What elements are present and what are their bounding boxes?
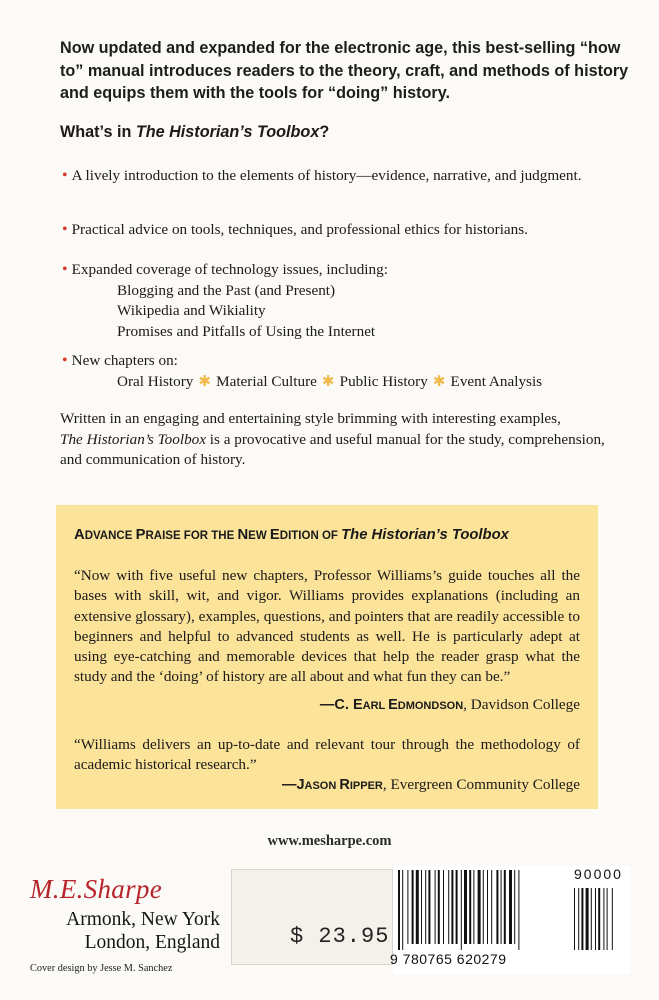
barcode-bar — [483, 870, 484, 944]
barcode-bar — [478, 870, 481, 944]
barcode-bar — [514, 870, 515, 944]
barcode-addon-code: 90000 — [574, 866, 623, 882]
barcode-bar — [501, 870, 502, 944]
praise-attribution-ripper — [282, 775, 580, 796]
barcode-bar — [421, 870, 422, 944]
barcode-bar — [496, 870, 498, 944]
barcode-addon-bar — [578, 888, 579, 950]
advance-praise-title — [74, 525, 594, 546]
barcode-bar — [464, 870, 467, 944]
name-part: —C. E — [319, 697, 363, 713]
barcode-bar — [504, 870, 506, 944]
barcode-bar — [398, 870, 400, 950]
bullet-dot-icon: • — [62, 352, 68, 369]
bullet-text: Expanded coverage of technology issues, including: — [71, 261, 388, 278]
new-chapters-list — [62, 372, 607, 393]
praise-quote-ripper: “Williams delivers an up-to-date and relevant tour through the methodology of academic historical research.” — [74, 736, 580, 774]
title-smallcaps: DVANCE — [84, 530, 136, 542]
barcode-bar — [438, 870, 440, 944]
praise-quote-edmondson: “Now with five useful new chapters, Professor Williams’s guide touches all the bases with skill, wit, and vigor. Williams provides explanations (including an extensive glossary), examples, questions, and pointers that are readily accessible to beginners and helpful to advanced students as well. He is particularly adept at using eye-catching and memorable devices that help the reader grasp what the study and the ‘doing’ of history are all about and what fun they can be.” — [74, 567, 580, 686]
barcode-bar — [469, 870, 471, 944]
barcode-bar — [435, 870, 436, 944]
bullet-text: Practical advice on tools, techniques, and professional ethics for historians. — [71, 221, 528, 238]
attribution-name — [320, 697, 463, 713]
attribution-name — [282, 777, 383, 793]
closing-line1: Written in an engaging and entertaining style brimming with interesting examples, — [60, 410, 561, 427]
technology-item: Blogging and the Past (and Present) — [117, 281, 336, 299]
star-icon: ✱ — [198, 372, 212, 390]
bullet-technology — [62, 260, 607, 342]
title-cap: A — [74, 527, 85, 543]
barcode-bar — [443, 870, 444, 944]
bullet-text: A lively introduction to the elements of history—evidence, narrative, and judgment. — [71, 167, 582, 184]
name-part: E — [388, 697, 398, 713]
attribution-affiliation: , Davidson College — [463, 696, 580, 713]
barcode-bar — [412, 870, 414, 944]
bullet-practical-advice — [62, 220, 607, 241]
barcode-addon-bar — [574, 888, 575, 950]
barcode-addon-bar — [591, 888, 592, 950]
bullet-dot-icon: • — [62, 261, 68, 278]
barcode-addon-bar — [586, 888, 589, 950]
barcode-addon-bar — [607, 888, 608, 950]
barcode-bar — [416, 870, 419, 944]
star-icon: ✱ — [432, 372, 446, 390]
barcode-bar — [451, 870, 453, 944]
barcode-bar — [425, 870, 426, 944]
bullet-new-chapters — [62, 351, 607, 392]
barcode-bar — [402, 870, 403, 950]
bullet-text: New chapters on: — [71, 352, 178, 369]
closing-paragraph — [60, 409, 625, 471]
whats-in-prefix: What’s in — [60, 123, 136, 141]
barcode-bar — [487, 870, 488, 944]
chapter-item: Oral History — [117, 372, 194, 390]
whats-in-book-title: The Historian’s Toolbox — [135, 123, 320, 141]
title-book-name: The Historian’s Toolbox — [341, 527, 509, 543]
barcode-addon-bar — [603, 888, 604, 950]
name-part: DMONDSON — [397, 700, 464, 712]
barcode-addon-bar — [581, 888, 583, 950]
price-label: $ 23.95 — [290, 924, 390, 949]
praise-attribution-edmondson — [320, 695, 580, 716]
barcode-bar — [518, 870, 519, 950]
barcode-bar — [407, 870, 408, 944]
name-part: ASON — [304, 780, 340, 792]
technology-item: Wikipedia and Wikiality — [117, 302, 266, 319]
bullet-introduction — [62, 166, 607, 187]
publisher-website: www.mesharpe.com — [267, 833, 392, 849]
title-cap: E — [269, 527, 280, 543]
barcode-isbn-digits: 9 780765 620279 — [390, 951, 507, 967]
title-smallcaps: DITION OF — [279, 530, 342, 542]
barcode-image — [396, 870, 626, 950]
publisher-city-2: London, England — [84, 932, 220, 953]
publisher-city-1: Armonk, New York — [66, 909, 220, 930]
price-sticker — [231, 869, 393, 965]
name-part: R — [339, 777, 350, 793]
chapter-item: Public History — [339, 372, 428, 390]
technology-item: Promises and Pitfalls of Using the Internet — [117, 322, 376, 340]
barcode-bar — [473, 870, 474, 944]
barcode-bar — [461, 870, 462, 950]
name-part: ARL — [362, 700, 389, 712]
cover-design-credit: Cover design by Jesse M. Sanchez — [30, 963, 173, 974]
barcode-bar — [448, 870, 449, 944]
barcode-bar — [456, 870, 458, 944]
whats-in-suffix: ? — [319, 123, 330, 141]
barcode-addon-bar — [612, 888, 613, 950]
chapter-item: Material Culture — [216, 372, 317, 390]
attribution-affiliation: , Evergreen Community College — [382, 776, 580, 793]
closing-book-title: The Historian’s Toolbox — [60, 430, 206, 448]
name-part: —J — [281, 777, 305, 793]
closing-rest: is a provocative and useful manual for the study, comprehension, and communication of history. — [60, 430, 605, 468]
barcode-bar — [509, 870, 512, 944]
barcode-addon-bar — [595, 888, 596, 950]
title-smallcaps: EW — [248, 530, 270, 542]
publisher-logo: M.E.Sharpe — [30, 874, 162, 904]
title-cap: N — [237, 527, 249, 543]
barcode-bar — [491, 870, 492, 944]
bullet-dot-icon: • — [62, 167, 68, 184]
bullet-dot-icon: • — [62, 221, 68, 238]
title-cap: P — [135, 527, 146, 543]
whats-in-heading — [60, 122, 620, 142]
barcode-bar — [428, 870, 430, 944]
chapter-item: Event Analysis — [450, 372, 543, 390]
title-smallcaps: RAISE FOR THE — [145, 530, 238, 542]
intro-paragraph: Now updated and expanded for the electronic age, this best-selling “how to” manual introduces readers to the theory, craft, and methods of history and equips them with the tools for “doing” history. — [60, 39, 629, 102]
name-part: IPPER — [349, 780, 383, 792]
barcode-addon-bar — [598, 888, 600, 950]
star-icon: ✱ — [321, 372, 335, 390]
